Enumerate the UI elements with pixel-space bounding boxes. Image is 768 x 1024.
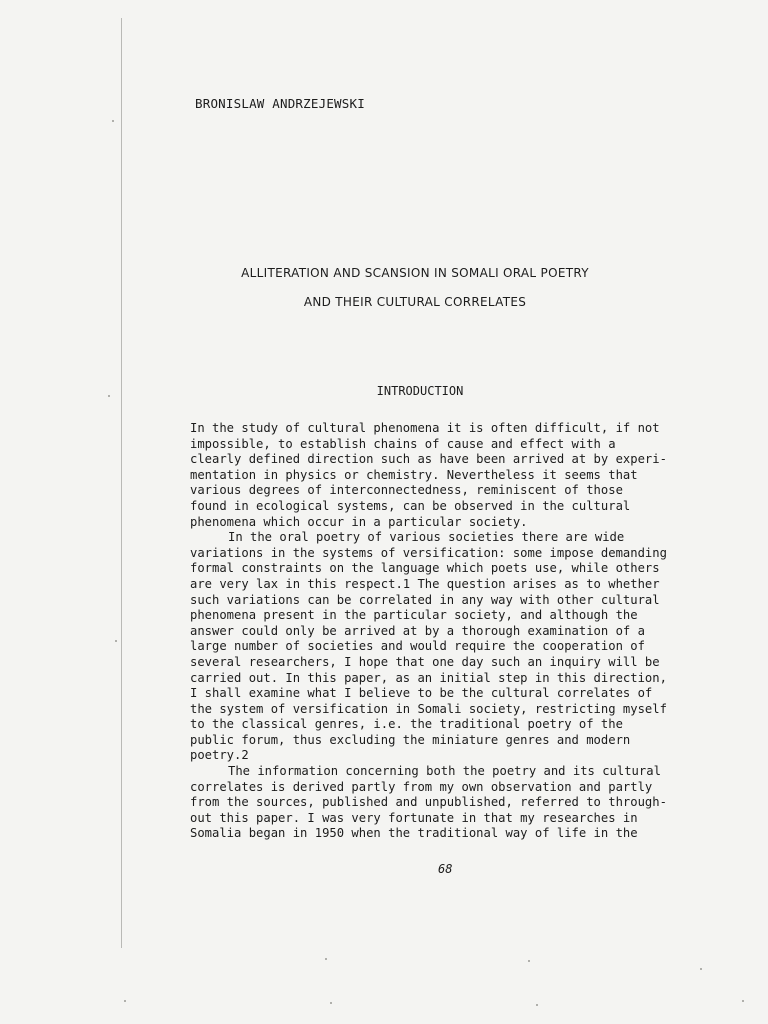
- body-line: carried out. In this paper, as an initial step in this direction,: [190, 670, 667, 685]
- body-line: formal constraints on the language which poets use, while others: [190, 561, 660, 576]
- body-line: impossible, to establish chains of cause and effect with a: [190, 436, 616, 451]
- body-line: poetry.2: [190, 748, 249, 763]
- body-line: public forum, thus excluding the miniature genres and modern: [190, 732, 631, 747]
- page-number: 68: [438, 862, 453, 876]
- scan-speck: [112, 120, 114, 122]
- scan-speck: [108, 395, 110, 397]
- body-line: I shall examine what I believe to be the cultural correlates of: [190, 686, 653, 701]
- scan-speck: [124, 1000, 126, 1002]
- body-line: several researchers, I hope that one day such an inquiry will be: [190, 654, 660, 669]
- body-line: the system of versification in Somali society, restricting myself: [190, 701, 667, 716]
- author-name: BRONISLAW ANDRZEJEWSKI: [195, 96, 365, 111]
- scan-speck: [528, 960, 530, 962]
- scan-speck: [700, 968, 702, 970]
- body-line: large number of societies and would require the cooperation of: [190, 639, 645, 654]
- body-line: such variations can be correlated in any way with other cultural: [190, 592, 660, 607]
- scan-speck: [536, 1004, 538, 1006]
- body-line: In the oral poetry of various societies there are wide: [228, 530, 625, 545]
- body-line: clearly defined direction such as have been arrived at by experi-: [190, 452, 667, 467]
- section-heading: INTRODUCTION: [376, 384, 464, 398]
- body-line: found in ecological systems, can be observed in the cultural: [190, 498, 631, 513]
- body-line: to the classical genres, i.e. the traditional poetry of the: [190, 717, 623, 732]
- body-line: from the sources, published and unpublished, referred to through-: [190, 795, 667, 810]
- body-line: phenomena present in the particular society, and although the: [190, 608, 638, 623]
- body-line: The information concerning both the poetry and its cultural: [228, 764, 661, 779]
- body-line: answer could only be arrived at by a thorough examination of a: [190, 623, 645, 638]
- body-line: correlates is derived partly from my own observation and partly: [190, 779, 653, 794]
- body-line: mentation in physics or chemistry. Nevertheless it seems that: [190, 467, 638, 482]
- scan-speck: [742, 1000, 744, 1002]
- body-line: are very lax in this respect.1 The question arises as to whether: [190, 576, 660, 591]
- title-line-1: ALLITERATION AND SCANSION IN SOMALI ORAL POETRY: [241, 266, 589, 280]
- body-text: [190, 421, 710, 842]
- body-line: variations in the systems of versification: some impose demanding: [190, 545, 667, 560]
- scan-speck: [115, 640, 117, 642]
- body-line: phenomena which occur in a particular society.: [190, 514, 528, 529]
- scan-speck: [330, 1002, 332, 1004]
- body-line: In the study of cultural phenomena it is often difficult, if not: [190, 421, 660, 435]
- binding-edge-line: [121, 18, 122, 948]
- body-line: out this paper. I was very fortunate in that my researches in: [190, 810, 638, 825]
- body-line: various degrees of interconnectedness, reminiscent of those: [190, 483, 623, 498]
- title-line-2: AND THEIR CULTURAL CORRELATES: [303, 295, 527, 309]
- body-line: Somalia began in 1950 when the traditional way of life in the: [190, 826, 638, 841]
- scan-speck: [325, 958, 327, 960]
